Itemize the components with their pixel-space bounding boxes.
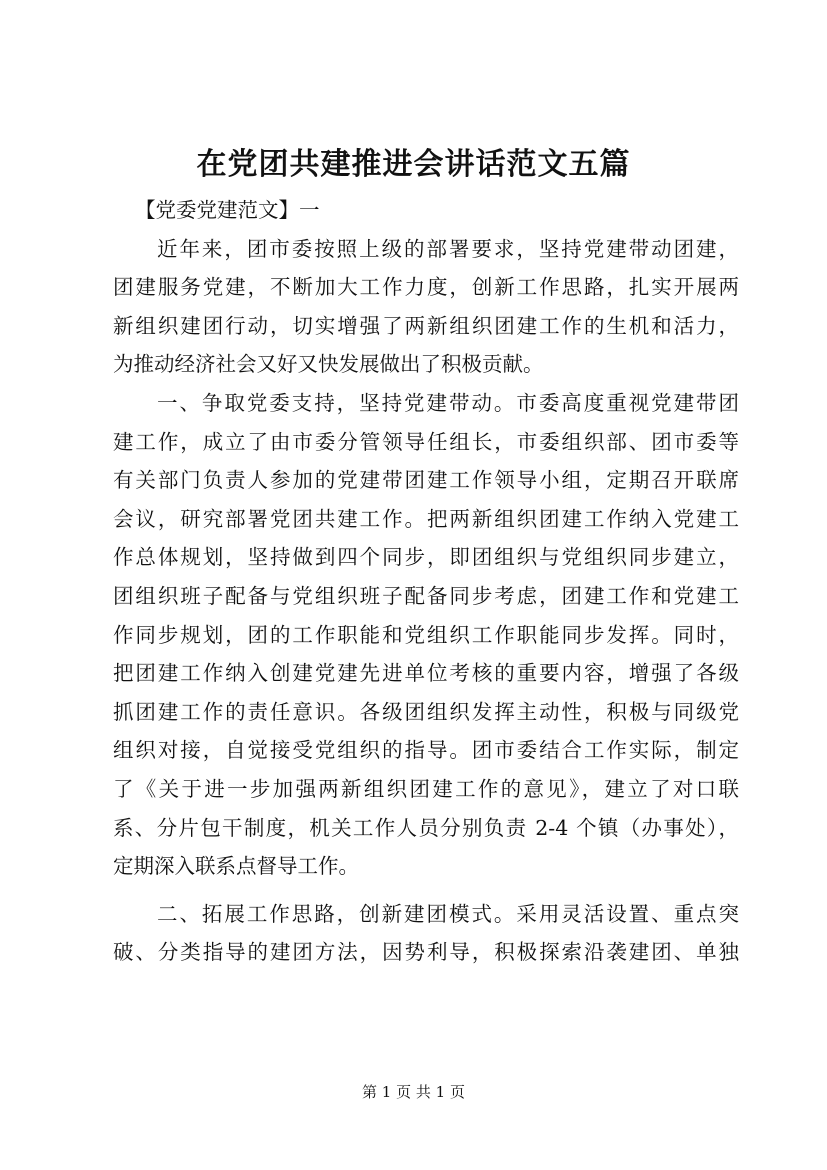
paragraph-line: 作总体规划，坚持做到四个同步，即团组织与党组织同步建立， bbox=[113, 545, 739, 570]
paragraph-line: 定期深入联系点督导工作。 bbox=[113, 854, 359, 879]
paragraph-line: 破、分类指导的建团方法，因势利导，积极探索沿袭建团、单独 bbox=[113, 940, 739, 965]
paragraph-line: 为推动经济社会又好又快发展做出了积极贡献。 bbox=[113, 352, 544, 377]
paragraph-2 bbox=[113, 384, 739, 886]
paragraph-line: 把团建工作纳入创建党建先进单位考核的重要内容，增强了各级 bbox=[113, 661, 739, 686]
document-title: 在党团共建推进会讲话范文五篇 bbox=[196, 147, 631, 182]
paragraph-line: 建工作，成立了由市委分管领导任组长，市委组织部、团市委等 bbox=[113, 429, 739, 454]
paragraph-line: 抓团建工作的责任意识。各级团组织发挥主动性，积极与同级党 bbox=[113, 699, 739, 724]
section-heading: 【党委党建范文】一 bbox=[135, 198, 320, 222]
paragraph-line: 系、分片包干制度，机关工作人员分别负责 2-4 个镇（办事处）， bbox=[113, 815, 739, 840]
page-footer: 第 1 页 共 1 页 bbox=[362, 1083, 465, 1101]
paragraph-line: 有关部门负责人参加的党建带团建工作领导小组，定期召开联席 bbox=[113, 468, 739, 493]
document-body bbox=[113, 191, 739, 972]
paragraph-line: 会议，研究部署党团共建工作。把两新组织团建工作纳入党建工 bbox=[113, 506, 739, 531]
paragraph-line: 团建服务党建，不断加大工作力度，创新工作思路，扎实开展两 bbox=[113, 275, 739, 300]
paragraph-line: 新组织建团行动，切实增强了两新组织团建工作的生机和活力， bbox=[113, 313, 739, 338]
paragraph-line: 了《关于进一步加强两新组织团建工作的意见》，建立了对口联 bbox=[113, 776, 739, 801]
paragraph-1 bbox=[113, 230, 739, 384]
paragraph-line: 二、拓展工作思路，创新建团模式。采用灵活设置、重点突 bbox=[157, 901, 739, 926]
paragraph-3 bbox=[113, 895, 739, 972]
paragraph-line: 组织对接，自觉接受党组织的指导。团市委结合工作实际，制定 bbox=[113, 738, 739, 763]
paragraph-gap bbox=[113, 886, 739, 895]
paragraph-line: 作同步规划，团的工作职能和党组织工作职能同步发挥。同时， bbox=[113, 622, 739, 647]
paragraph-line: 近年来，团市委按照上级的部署要求，坚持党建带动团建， bbox=[157, 236, 739, 261]
paragraph-line: 团组织班子配备与党组织班子配备同步考虑，团建工作和党建工 bbox=[113, 583, 739, 608]
paragraph-line: 一、争取党委支持，坚持党建带动。市委高度重视党建带团 bbox=[157, 390, 739, 415]
